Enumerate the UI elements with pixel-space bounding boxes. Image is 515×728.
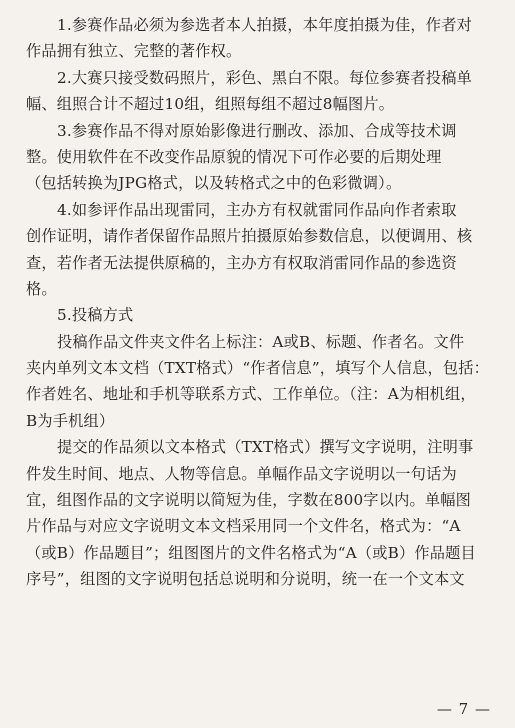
- text-line: （或B）作品题目”；组图图片的文件名格式为“A（或B）作品题目: [26, 543, 476, 562]
- text-line: 宜，组图作品的文字说明以简短为佳，字数在800字以内。单幅图: [26, 491, 472, 510]
- text-line: 1.参赛作品必须为参选者本人拍摄，本年度拍摄为佳，作者对: [57, 16, 472, 34]
- text-line: 件发生时间、地点、人物等信息。单幅作品文字说明以一句话为: [26, 464, 457, 483]
- text-line: 提交的作品须以文本格式（TXT格式）撰写文字说明，注明事: [57, 438, 474, 457]
- page-number: — 7 —: [436, 700, 491, 718]
- text-line: 作品拥有独立、完整的著作权。: [26, 42, 242, 61]
- text-line: 投稿作品文件夹文件名上标注：A或B、标题、作者名。文件: [57, 332, 465, 351]
- text-line: （包括转换为JPG格式，以及转格式之中的色彩微调）。: [26, 174, 402, 193]
- text-line: 3.参赛作品不得对原始影像进行删改、添加、合成等技术调: [57, 121, 457, 140]
- text-line: 幅、组照合计不超过10组，组照每组不超过8幅图片。: [26, 95, 395, 114]
- document-body: [26, 12, 498, 593]
- text-line: 格。: [26, 279, 57, 298]
- text-line: 整。使用软件在不改变作品原貌的情况下可作必要的后期处理: [26, 147, 442, 166]
- text-line: 2.大赛只接受数码照片，彩色、黑白不限。每位参赛者投稿单: [57, 68, 472, 87]
- text-line: 5.投稿方式: [57, 306, 134, 325]
- text-line: 夹内单列文本文档（TXT格式）“作者信息”，填写个人信息，包括：: [26, 359, 490, 378]
- text-line: 序号”，组图的文字说明包括总说明和分说明，统一在一个文本文: [26, 570, 465, 589]
- text-line: 4.如参评作品出现雷同，主办方有权就雷同作品向作者索取: [57, 200, 457, 219]
- text-line: B为手机组）: [26, 411, 115, 430]
- text-line: 作者姓名、地址和手机等联系方式、工作单位。（注：A为相机组，: [26, 385, 476, 404]
- text-line: 片作品与对应文字说明文本文档采用同一个文件名，格式为：“A: [26, 517, 461, 536]
- text-line: 创作证明，请作者保留作品照片拍摄原始参数信息，以便调用、核: [26, 227, 473, 246]
- text-line: 查，若作者无法提供原稿的，主办方有权取消雷同作品的参选资: [26, 253, 457, 272]
